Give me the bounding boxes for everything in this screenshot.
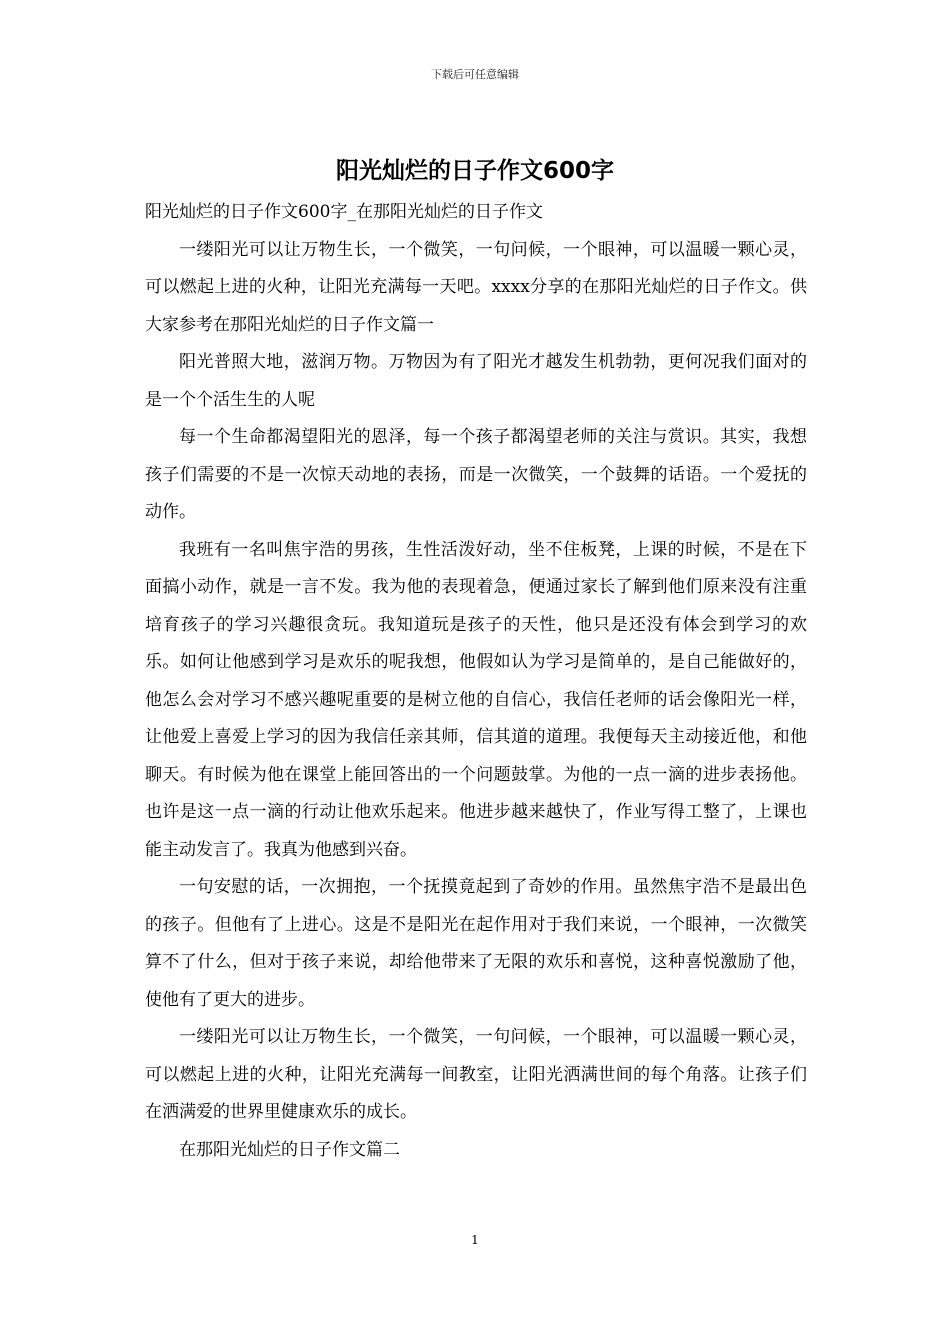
- section-heading: 在那阳光灿烂的日子作文篇二: [179, 1139, 400, 1160]
- page-header: 下载后可任意编辑: [431, 68, 519, 81]
- paragraph: 一缕阳光可以让万物生长，一个微笑，一句问候，一个眼神，可以温暖一颗心灵，可以燃起上进的火种，让阳光充满每一天吧。xxxx分享的在那阳光灿烂的日子作文。供大家参考在那阳光灿烂的日子作文篇一: [145, 239, 807, 335]
- document-title: 阳光灿烂的日子作文600字: [335, 158, 614, 184]
- document-subtitle: 阳光灿烂的日子作文600字_在那阳光灿烂的日子作文: [145, 202, 543, 222]
- paragraph: 每一个生命都渴望阳光的恩泽，每一个孩子都渴望老师的关注与赏识。其实，我想孩子们需要的不是一次惊天动地的表扬，而是一次微笑，一个鼓舞的话语。一个爱抚的动作。: [145, 427, 807, 522]
- paragraph: 我班有一名叫焦宇浩的男孩，生性活泼好动，坐不住板凳，上课的时候，不是在下面搞小动作，就是一言不发。我为他的表现着急，便通过家长了解到他们原来没有注重培育孩子的学习兴趣很贪玩。我知道玩是孩子的天性，他只是还没有体会到学习的欢乐。如何让他感到学习是欢乐的呢我想，他假如认为学习是简单的，是自己能做好的，他怎么会对学习不感兴趣呢重要的是树立他的自信心，我信任老师的话会像阳光一样，让他爱上喜爱上学习的因为我信任亲其师，信其道的道理。我便每天主动接近他，和他聊天。有时候为他在课堂上能回答出的一个问题鼓掌。为他的一点一滴的进步表扬他。也许是这一点一滴的行动让他欢乐起来。他进步越来越快了，作业写得工整了，上课也能主动发言了。我真为他感到兴奋。: [145, 539, 807, 860]
- paragraph: 一句安慰的话，一次拥抱，一个抚摸竟起到了奇妙的作用。虽然焦宇浩不是最出色的孩子。但他有了上进心。这是不是阳光在起作用对于我们来说，一个眼神，一次微笑算不了什么，但对于孩子来说，却给他带来了无限的欢乐和喜悦，这种喜悦激励了他，使他有了更大的进步。: [145, 877, 807, 1010]
- page-number: 1: [471, 1233, 479, 1247]
- document-body: [145, 194, 807, 1169]
- paragraph: 阳光普照大地，滋润万物。万物因为有了阳光才越发生机勃勃，更何况我们面对的是一个个活生生的人呢: [145, 352, 807, 410]
- paragraph: 一缕阳光可以让万物生长，一个微笑，一句问候，一个眼神，可以温暖一颗心灵，可以燃起上进的火种，让阳光充满每一间教室，让阳光洒满世间的每个角落。让孩子们在洒满爱的世界里健康欢乐的成长。: [145, 1027, 807, 1122]
